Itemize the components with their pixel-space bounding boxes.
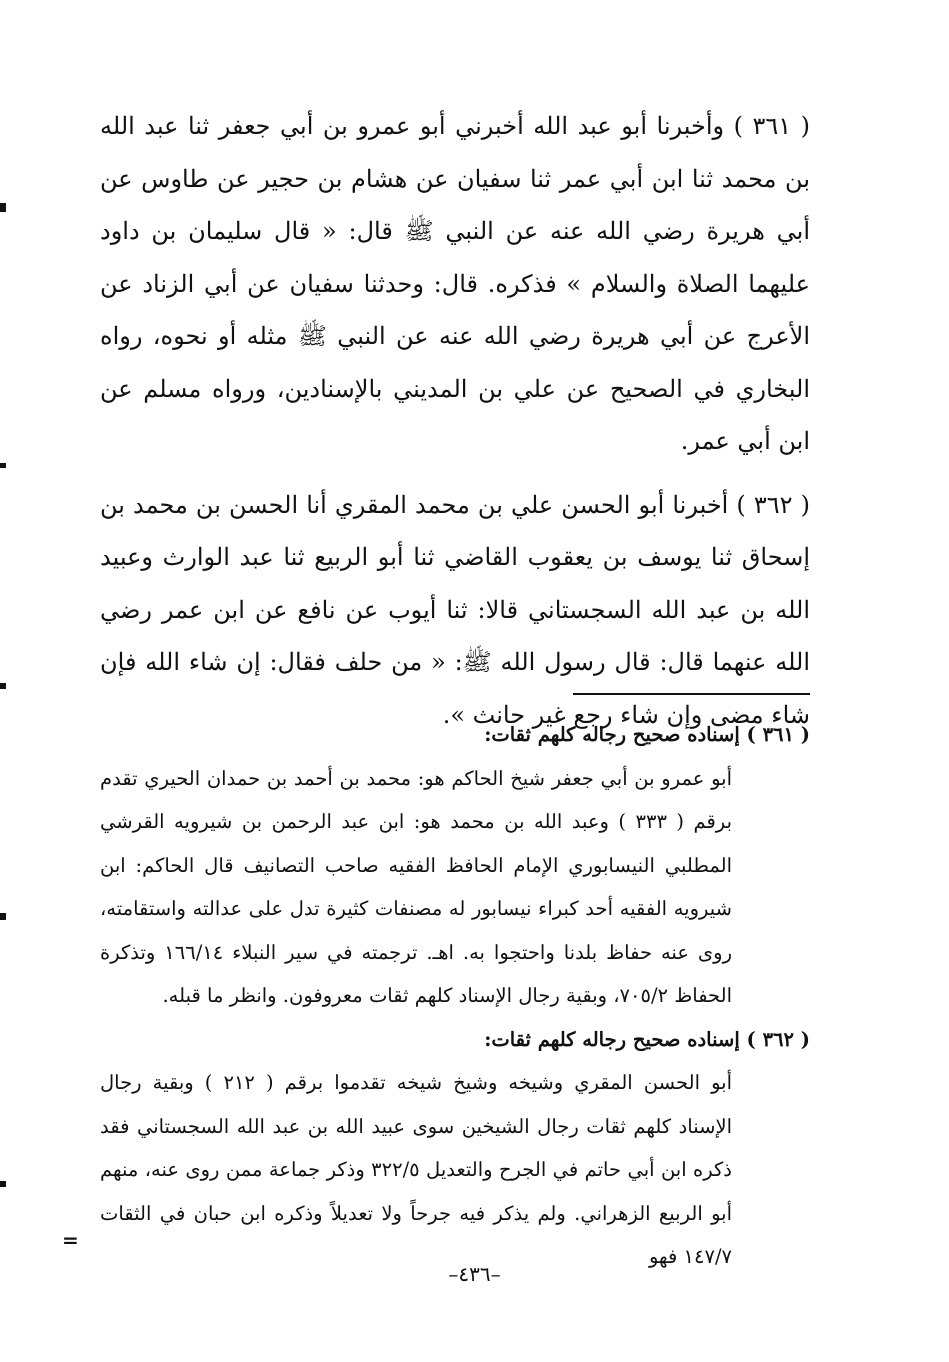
- scan-edge-mark: [0, 463, 6, 468]
- scan-edge-mark: [0, 683, 6, 689]
- footnote-362-heading: ( ٣٦٢ ) إسناده صحيح رجاله كلهم ثقات:: [484, 1027, 810, 1051]
- scan-edge-mark: [0, 913, 6, 920]
- hadith-paragraph-362: ( ٣٦٢ ) أخبرنا أبو الحسن علي بن محمد المقري أنا الحسن بن محمد بن إسحاق ثنا يوسف بن يعقوب القاضي ثنا أبو الربيع ثنا عبد الوارث وعبيد الله بن عبد الله السجستاني قالا: ثنا أيوب عن نافع عن ابن عمر رضي الله عنهما قال: قال رسول الله ﷺ: « من حلف فقال: إن شاء الله فإن شاء مضى وإن شاء رجع غير حانث ».: [100, 490, 810, 729]
- footnote-divider: [573, 693, 810, 695]
- scan-edge-mark: [0, 1181, 6, 1187]
- hadith-paragraph-361: ( ٣٦١ ) وأخبرنا أبو عبد الله أخبرني أبو عمرو بن أبي جعفر ثنا عبد الله بن محمد ثنا ابن أبي عمر ثنا سفيان عن هشام بن حجير عن طاوس عن أبي هريرة رضي الله عنه عن النبي ﷺ قال: « قال سليمان بن داود عليهما الصلاة والسلام » فذكره. قال: وحدثنا سفيان عن أبي الزناد عن الأعرج عن أبي هريرة رضي الله عنه عن النبي ﷺ مثله أو نحوه، رواه البخاري في الصحيح عن علي بن المديني بالإسنادين، ورواه مسلم عن ابن أبي عمر.: [100, 112, 810, 455]
- footnote-361-heading: ( ٣٦١ ) إسناده صحيح رجاله كلهم ثقات:: [484, 723, 810, 746]
- footnote-362-body: أبو الحسن المقري وشيخه وشيخ شيخه تقدموا برقم ( ٢١٢ ) وبقية رجال الإسناد كلهم ثقات رجال الشيخين سوى عبيد الله بن عبد الله السجستاني فقد ذكره ابن أبي حاتم في الجرح والتعديل ٣٢٢/٥ وذكر جماعة ممن روى عنه، منهم أبو الربيع الزهراني. ولم يذكر فيه جرحاً ولا تعديلاً وذكره ابن حبان في الثقات ١٤٧/٧ فهو: [100, 1071, 732, 1268]
- footnote-362: [100, 1018, 810, 1279]
- footnote-361-body: أبو عمرو بن أبي جعفر شيخ الحاكم هو: محمد بن أحمد بن حمدان الحيري تقدم برقم ( ٣٣٣ ) وعبد الله بن محمد هو: ابن عبد الرحمن بن شيرويه القرشي المطلبي النيسابوري الإمام الحافظ الفقيه صاحب التصانيف قال الحاكم: ابن شيرويه الفقيه أحد كبراء نيسابور له مصنفات كثيرة تدل على عدالته واستقامته، روى عنه حفاظ بلدنا واحتجوا به. اهـ. ترجمته في سير النبلاء ١٦٦/١٤ وتذكرة الحفاظ ٧٠٥/٢، وبقية رجال الإسناد كلهم ثقات معروفون. وانظر ما قبله.: [100, 766, 732, 1007]
- scan-edge-mark: [0, 203, 6, 212]
- main-text: [100, 100, 810, 741]
- page-number: –٤٣٦–: [448, 1262, 501, 1286]
- footnote-361: [100, 713, 810, 1018]
- footnotes-section: [100, 713, 810, 1279]
- continuation-mark: =: [62, 1228, 79, 1252]
